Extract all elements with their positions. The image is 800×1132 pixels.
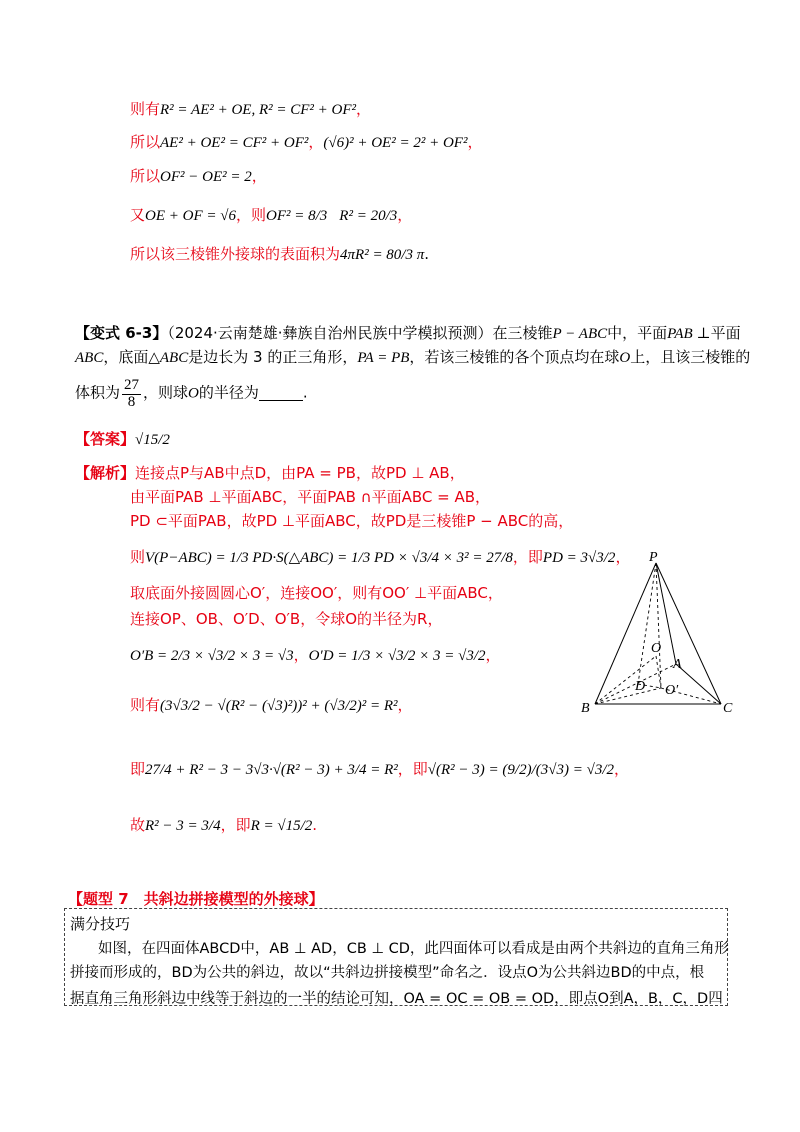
- text: ，即: [397, 760, 428, 778]
- text: ，即: [220, 816, 251, 834]
- text: 则: [130, 548, 146, 566]
- text: 上，且该三棱锥的: [630, 348, 751, 366]
- formula: R² = AE² + OE, R² = CF² + OF²: [160, 102, 357, 118]
- problem-label: 【变式 6-3】: [75, 324, 168, 342]
- answer-label: 【答案】: [75, 430, 136, 448]
- text: PD ⊂平面PAB，故PD ⊥平面ABC，故PD是三棱锥P − ABC的高，: [130, 512, 574, 530]
- analysis-line-9: [130, 758, 629, 781]
- text: ，: [467, 133, 483, 151]
- text: 取底面外接圆圆心O′，连接OO′，则有OO′ ⊥平面ABC，: [130, 584, 503, 602]
- analysis-line-10: [130, 814, 317, 837]
- formula: OE + OF = √6: [145, 208, 236, 224]
- text: 连接点P与AB中点D，由PA = PB，故PD ⊥ AB，: [135, 464, 465, 482]
- text: ，: [397, 696, 413, 714]
- formula: OF² − OE² = 2: [160, 169, 252, 185]
- analysis-line-3: [130, 510, 573, 532]
- problem-source: （2024·云南楚雄·彝族自治州民族中学模拟预测）在三棱锥: [167, 324, 553, 342]
- tip-paragraph-line-3: 据直角三角形斜边中线等于斜边的一半的结论可知，OA = OC = OB = OD，即点O到A，B，C，D四: [70, 991, 723, 1007]
- text: .: [312, 816, 318, 834]
- label-o: O: [651, 641, 662, 656]
- text: 即: [130, 760, 146, 778]
- analysis-line-6: [130, 608, 442, 630]
- pyramid-figure: [575, 548, 745, 718]
- text: ，即: [512, 548, 543, 566]
- analysis-line-8: [130, 694, 413, 717]
- text: .: [424, 245, 430, 263]
- problem-line-1: 【变式 6-3】（2024·云南楚雄·彝族自治州民族中学模拟预测）在三棱锥P − ABC中，平面PAB ⊥平面: [75, 324, 741, 342]
- analysis-line-5: [130, 582, 503, 604]
- text: ，: [308, 133, 324, 151]
- prev-line-5: [130, 243, 429, 266]
- text: 连接OP、OB、O′D、O′B，令球O的半径为R，: [130, 610, 443, 628]
- analysis-line-2: [130, 486, 490, 508]
- text: 中，平面: [607, 324, 668, 342]
- text: 则有: [130, 100, 161, 118]
- formula: OF² = 8/3: [266, 208, 328, 224]
- answer-blank: [259, 384, 303, 401]
- text: ，若该三棱锥的各个顶点均在球: [409, 348, 620, 366]
- tip-paragraph-line-2: 拼接而形成的，BD为公共的斜边，故以“共斜边拼接模型”命名之．设点O为公共斜边BD的中点，根: [70, 965, 705, 981]
- text: 是边长为 3 的正三角形，: [188, 348, 358, 366]
- text: 所以: [130, 133, 161, 151]
- text: ，底面: [103, 348, 149, 366]
- label-b: B: [581, 701, 590, 716]
- formula: 4πR² = 80/3 π: [340, 247, 425, 263]
- text: ，则: [235, 206, 266, 224]
- text: 又: [130, 206, 146, 224]
- analysis-line-4: [130, 546, 630, 569]
- prev-line-3: [130, 165, 267, 188]
- analysis-label: 【解析】: [75, 464, 136, 482]
- formula: O′D = 1/3 × √3/2 × 3 = √3/2: [308, 648, 486, 664]
- formula: (√6)² + OE² = 2² + OF²: [323, 135, 468, 151]
- formula: (3√3/2 − √(R² − (√3)²))² + (√3/2)² = R²: [160, 698, 398, 714]
- problem-line-3: 体积为 $\frac{27}{8}$ ，则球O的半径为 .: [75, 377, 308, 410]
- answer-value: √15/2: [135, 432, 170, 448]
- formula: √(R² − 3) = (9/2)/(3√3) = √3/2: [427, 762, 614, 778]
- edge-pb: [595, 563, 656, 704]
- prev-line-1: [130, 98, 371, 121]
- text: 体积为: [75, 383, 121, 402]
- analysis-line-7: [130, 644, 501, 667]
- text: ，: [293, 646, 309, 664]
- text: ，: [397, 206, 413, 224]
- formula: R = √15/2: [250, 818, 313, 834]
- text: .: [302, 383, 308, 402]
- label-a: A: [673, 657, 682, 672]
- text: ，: [356, 100, 372, 118]
- problem-line-2: ABC，底面△ABC是边长为 3 的正三角形，PA = PB，若该三棱锥的各个顶点均在球O上，且该三棱锥的: [75, 348, 751, 366]
- label-p: P: [649, 550, 658, 565]
- formula: AE² + OE² = CF² + OF²: [160, 135, 309, 151]
- label-d: D: [635, 679, 646, 694]
- text: ，: [615, 548, 631, 566]
- formula: 27/4 + R² − 3 − 3√3·√(R² − 3) + 3/4 = R²: [145, 762, 398, 778]
- text: ，: [485, 646, 501, 664]
- text: 由平面PAB ⊥平面ABC，平面PAB ∩平面ABC = AB，: [130, 488, 491, 506]
- text: 所以该三棱锥外接球的表面积为: [130, 245, 341, 263]
- text: ，则球: [143, 383, 189, 402]
- answer-line: [75, 428, 170, 451]
- section-title: 【题型 7 共斜边拼接模型的外接球】: [68, 890, 324, 908]
- label-c: C: [723, 701, 733, 716]
- formula: O′B = 2/3 × √3/2 × 3 = √3: [130, 648, 294, 664]
- text: ，: [614, 760, 630, 778]
- text: 故: [130, 816, 146, 834]
- text: 平面: [710, 324, 741, 342]
- text: 的半径为: [198, 383, 259, 402]
- label-o-prime: O′: [665, 683, 679, 698]
- text: ，: [251, 167, 267, 185]
- text: 则有: [130, 696, 161, 714]
- text: 所以: [130, 167, 161, 185]
- segment-pd: [638, 563, 656, 684]
- formula: R² − 3 = 3/4: [145, 818, 221, 834]
- formula: R² = 20/3: [339, 208, 398, 224]
- prev-line-4: [130, 204, 412, 227]
- formula: V(P−ABC) = 1/3 PD·S(△ABC) = 1/3 PD × √3/4 × 3² = 27/8: [145, 550, 513, 566]
- prev-line-2: [130, 131, 482, 154]
- formula: PD = 3√3/2: [542, 550, 616, 566]
- tip-paragraph-line-1: 如图，在四面体ABCD中，AB ⊥ AD，CB ⊥ CD，此四面体可以看成是由两个共斜边的直角三角形: [98, 941, 729, 957]
- tip-box-title: 满分技巧: [70, 915, 131, 933]
- analysis-line-1: [75, 462, 465, 484]
